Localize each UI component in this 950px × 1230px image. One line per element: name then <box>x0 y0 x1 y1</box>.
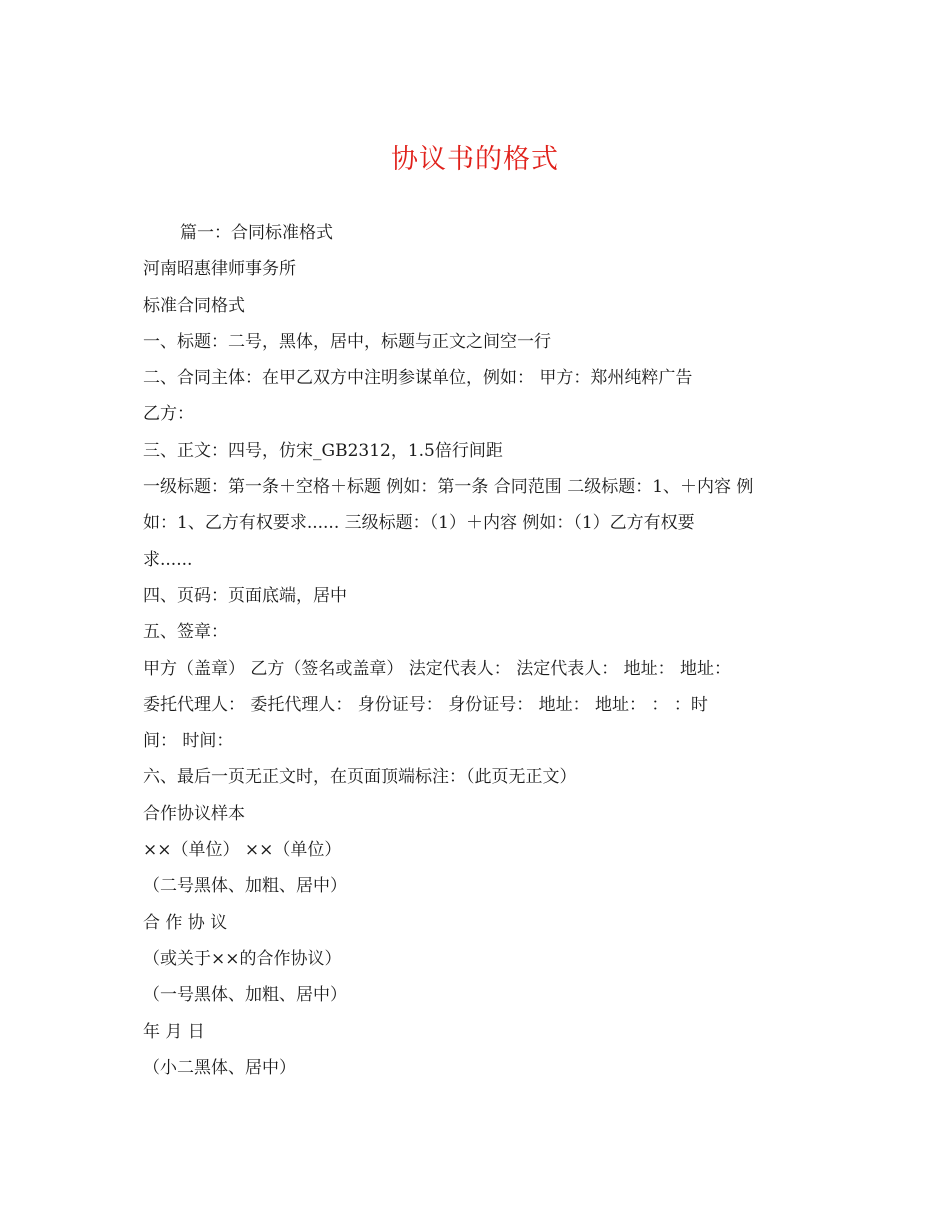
sample-alt-title: （或关于××的合作协议） <box>143 948 342 969</box>
rule-signature-heading: 五、签章： <box>143 622 228 643</box>
sample-note-title: （一号黑体、加粗、居中） <box>143 985 347 1006</box>
rule-heading-levels-line1: 一级标题：第一条＋空格＋标题 例如：第一条 合同范围 二级标题：1、＋内容 例 <box>143 477 754 498</box>
rule-page-number: 四、页码：页面底端，居中 <box>143 585 347 606</box>
sample-heading: 合作协议样本 <box>143 803 245 824</box>
rule-body-text: 三、正文：四号，仿宋_GB2312，1.5倍行间距 <box>143 440 503 461</box>
rule-heading-levels-line3: 求...... <box>143 549 193 570</box>
signature-fields-line1: 甲方（盖章） 乙方（签名或盖章） 法定代表人： 法定代表人： 地址： 地址： <box>143 658 732 679</box>
signature-fields-line2: 委托代理人： 委托代理人： 身份证号： 身份证号： 地址： 地址： ： ：时 <box>143 694 708 715</box>
signature-fields-line3: 间： 时间： <box>143 731 234 752</box>
sample-date: 年 月 日 <box>143 1021 205 1042</box>
standard-format-heading: 标准合同格式 <box>143 295 245 316</box>
sample-note-units: （二号黑体、加粗、居中） <box>143 876 347 897</box>
law-firm-name: 河南昭惠律师事务所 <box>143 259 296 280</box>
sample-agreement-title: 合 作 协 议 <box>143 912 228 933</box>
section-heading-part1: 篇一：合同标准格式 <box>180 223 333 243</box>
rule-heading-levels-line2: 如：1、乙方有权要求...... 三级标题：（1）＋内容 例如：（1）乙方有权要 <box>143 513 695 534</box>
sample-units: ××（单位） ××（单位） <box>143 840 342 861</box>
rule-parties: 二、合同主体：在甲乙双方中注明参谋单位，例如： 甲方：郑州纯粹广告 <box>143 368 693 389</box>
rule-last-page: 六、最后一页无正文时，在页面顶端标注：（此页无正文） <box>143 767 577 788</box>
document-title: 协议书的格式 <box>391 144 559 175</box>
document-body <box>143 215 811 1086</box>
party-b-label: 乙方： <box>143 404 194 425</box>
rule-title: 一、标题：二号，黑体，居中，标题与正文之间空一行 <box>143 331 551 352</box>
sample-note-date: （小二黑体、居中） <box>143 1057 296 1078</box>
